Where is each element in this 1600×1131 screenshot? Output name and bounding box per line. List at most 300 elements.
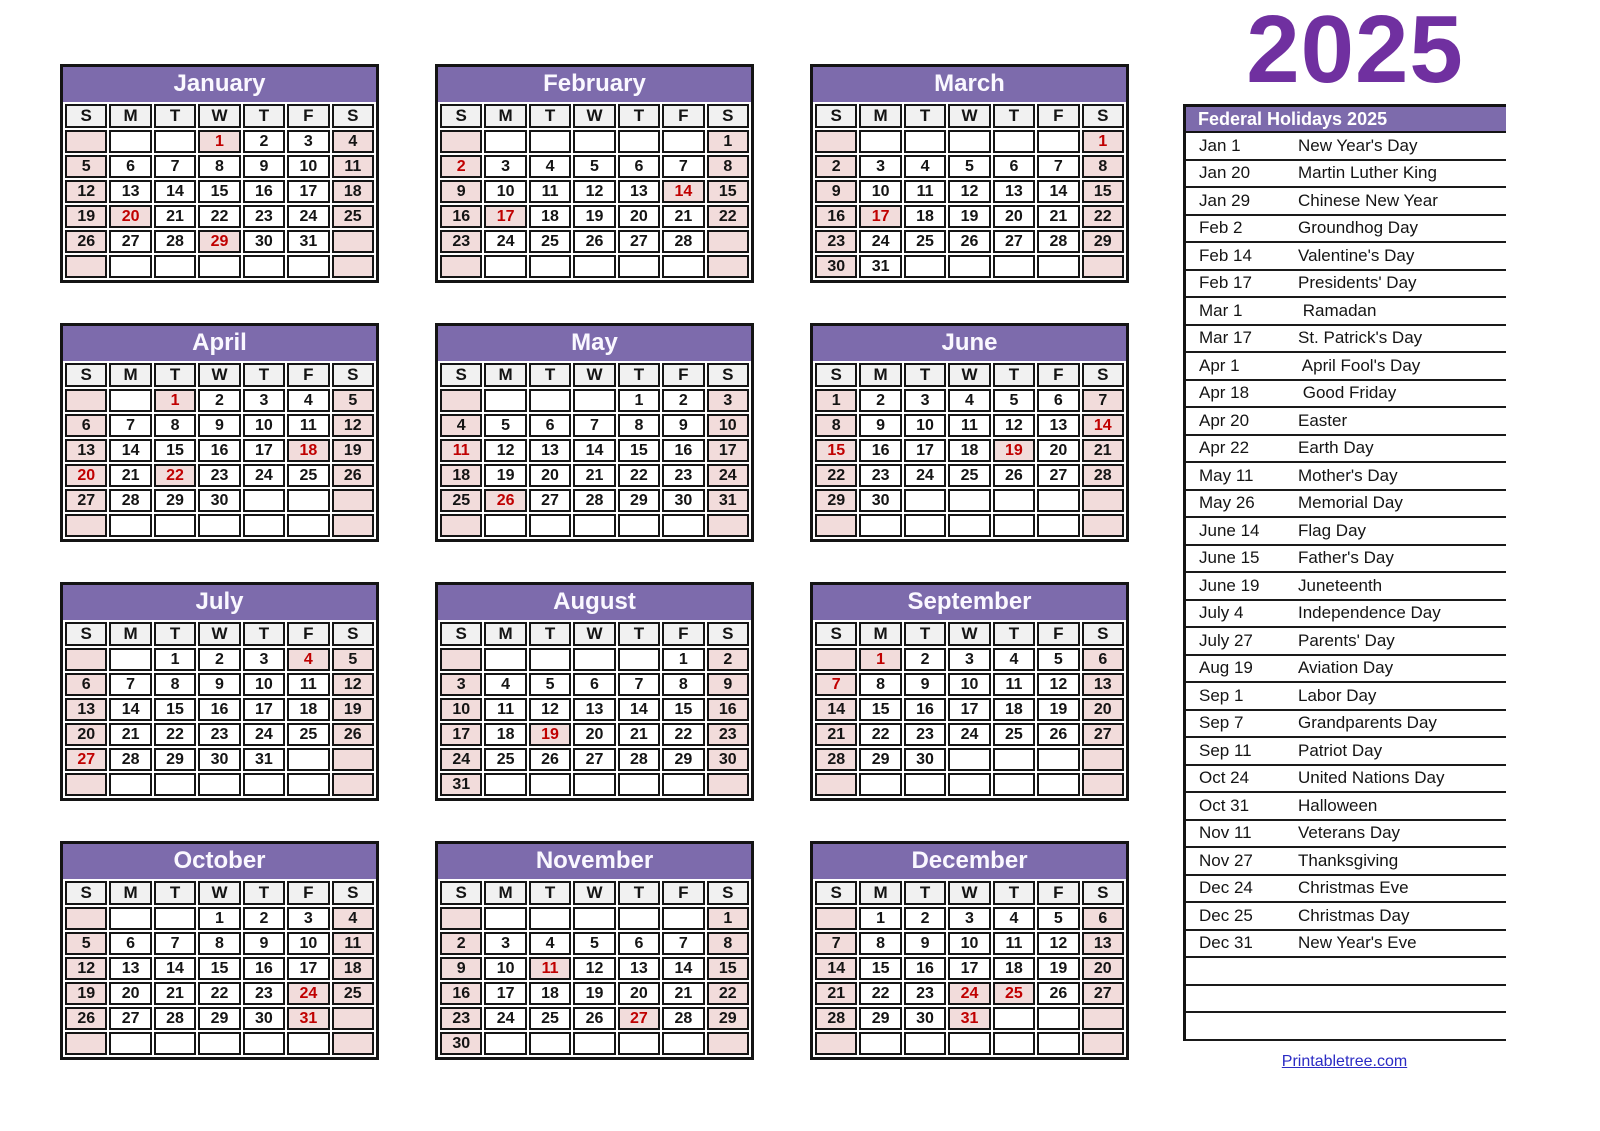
month-day-grid xyxy=(438,620,751,798)
month-january xyxy=(60,64,379,283)
date-cell: 29 xyxy=(662,748,704,771)
date-cell: 9 xyxy=(198,414,240,437)
date-cell: 7 xyxy=(815,673,857,696)
empty-cell xyxy=(707,230,749,253)
day-header-cell: M xyxy=(484,363,526,387)
date-cell: 12 xyxy=(948,180,990,203)
date-cell: 11 xyxy=(993,673,1035,696)
empty-cell xyxy=(287,489,329,512)
empty-cell xyxy=(287,1032,329,1055)
empty-cell xyxy=(618,130,660,153)
date-cell: 27 xyxy=(65,748,107,771)
holiday-date: Sep 7 xyxy=(1199,713,1244,733)
date-cell: 17 xyxy=(243,439,285,462)
date-cell: 7 xyxy=(815,932,857,955)
date-cell: 8 xyxy=(707,932,749,955)
date-cell: 27 xyxy=(1082,723,1124,746)
date-cell: 1 xyxy=(707,130,749,153)
date-cell: 7 xyxy=(662,932,704,955)
holiday-empty-row xyxy=(1186,986,1506,1014)
holiday-name: Mother's Day xyxy=(1298,465,1398,485)
date-cell: 26 xyxy=(993,464,1035,487)
date-cell: 1 xyxy=(154,648,196,671)
empty-cell xyxy=(154,255,196,278)
date-cell: 13 xyxy=(573,698,615,721)
day-header-cell: T xyxy=(154,622,196,646)
date-cell: 1 xyxy=(859,648,901,671)
date-cell: 19 xyxy=(1037,957,1079,980)
date-cell: 31 xyxy=(948,1007,990,1030)
holiday-name: Patriot Day xyxy=(1298,740,1383,760)
date-cell: 16 xyxy=(198,698,240,721)
date-cell: 23 xyxy=(859,464,901,487)
holiday-name: Good Friday xyxy=(1298,383,1397,403)
empty-cell xyxy=(573,130,615,153)
empty-cell xyxy=(198,1032,240,1055)
holiday-name: Parents' Day xyxy=(1298,630,1395,650)
date-cell: 11 xyxy=(529,180,571,203)
date-cell: 25 xyxy=(332,982,374,1005)
date-cell: 3 xyxy=(243,648,285,671)
date-cell: 21 xyxy=(154,205,196,228)
date-cell: 27 xyxy=(529,489,571,512)
holiday-name: Flag Day xyxy=(1298,520,1367,540)
holiday-date: May 11 xyxy=(1199,465,1254,485)
empty-cell xyxy=(332,255,374,278)
date-cell: 24 xyxy=(948,723,990,746)
date-cell: 26 xyxy=(332,723,374,746)
empty-cell xyxy=(1037,130,1079,153)
date-cell: 21 xyxy=(154,982,196,1005)
empty-cell xyxy=(815,773,857,796)
date-cell: 17 xyxy=(859,205,901,228)
date-cell: 21 xyxy=(618,723,660,746)
day-header-cell: T xyxy=(993,104,1035,128)
date-cell: 3 xyxy=(287,130,329,153)
empty-cell xyxy=(618,514,660,537)
months-grid xyxy=(60,64,1129,1060)
date-cell: 20 xyxy=(65,464,107,487)
empty-cell xyxy=(573,1032,615,1055)
empty-cell xyxy=(573,255,615,278)
date-cell: 16 xyxy=(707,698,749,721)
date-cell: 1 xyxy=(154,389,196,412)
holiday-row xyxy=(1186,188,1506,216)
holiday-name: Juneteenth xyxy=(1298,575,1383,595)
day-header-cell: M xyxy=(484,104,526,128)
holiday-row xyxy=(1186,463,1506,491)
date-cell: 1 xyxy=(618,389,660,412)
date-cell: 12 xyxy=(65,957,107,980)
date-cell: 24 xyxy=(243,464,285,487)
empty-cell xyxy=(332,489,374,512)
holiday-date: June 15 xyxy=(1199,548,1260,568)
holiday-row xyxy=(1186,546,1506,574)
day-header-cell: F xyxy=(662,622,704,646)
empty-cell xyxy=(859,773,901,796)
date-cell: 10 xyxy=(859,180,901,203)
day-header-cell: W xyxy=(948,881,990,905)
empty-cell xyxy=(904,514,946,537)
empty-cell xyxy=(707,773,749,796)
holiday-name: Father's Day xyxy=(1298,548,1394,568)
empty-cell xyxy=(904,1032,946,1055)
empty-cell xyxy=(109,130,151,153)
day-header-cell: W xyxy=(198,104,240,128)
date-cell: 3 xyxy=(948,907,990,930)
date-cell: 22 xyxy=(707,205,749,228)
date-cell: 24 xyxy=(948,982,990,1005)
date-cell: 15 xyxy=(815,439,857,462)
month-title: December xyxy=(813,844,1126,879)
holiday-row xyxy=(1186,436,1506,464)
date-cell: 2 xyxy=(707,648,749,671)
date-cell: 11 xyxy=(287,673,329,696)
empty-cell xyxy=(529,907,571,930)
date-cell: 16 xyxy=(815,205,857,228)
date-cell: 13 xyxy=(109,957,151,980)
date-cell: 22 xyxy=(815,464,857,487)
empty-cell xyxy=(707,1032,749,1055)
date-cell: 13 xyxy=(529,439,571,462)
printabletree-link[interactable]: Printabletree.com xyxy=(1281,1053,1408,1070)
date-cell: 3 xyxy=(948,648,990,671)
empty-cell xyxy=(154,907,196,930)
day-header-cell: W xyxy=(573,881,615,905)
day-header-cell: T xyxy=(618,622,660,646)
month-august xyxy=(435,582,754,801)
empty-cell xyxy=(529,1032,571,1055)
empty-cell xyxy=(948,130,990,153)
date-cell: 2 xyxy=(815,155,857,178)
day-header-cell: W xyxy=(573,363,615,387)
month-day-grid xyxy=(63,102,376,280)
date-cell: 22 xyxy=(154,464,196,487)
date-cell: 8 xyxy=(198,155,240,178)
date-cell: 14 xyxy=(109,698,151,721)
date-cell: 24 xyxy=(287,982,329,1005)
date-cell: 9 xyxy=(198,673,240,696)
day-header-cell: S xyxy=(1082,622,1124,646)
date-cell: 5 xyxy=(332,648,374,671)
date-cell: 1 xyxy=(198,130,240,153)
day-header-cell: T xyxy=(993,622,1035,646)
holiday-row xyxy=(1186,271,1506,299)
date-cell: 6 xyxy=(993,155,1035,178)
holiday-name: Aviation Day xyxy=(1298,658,1394,678)
empty-cell xyxy=(1082,1007,1124,1030)
empty-cell xyxy=(529,773,571,796)
date-cell: 9 xyxy=(243,932,285,955)
empty-cell xyxy=(287,748,329,771)
date-cell: 27 xyxy=(65,489,107,512)
date-cell: 23 xyxy=(904,982,946,1005)
empty-cell xyxy=(65,389,107,412)
holiday-name: Memorial Day xyxy=(1298,493,1403,513)
date-cell: 11 xyxy=(287,414,329,437)
month-day-grid xyxy=(813,620,1126,798)
holiday-name: United Nations Day xyxy=(1298,768,1445,788)
date-cell: 29 xyxy=(154,489,196,512)
holiday-date: June 14 xyxy=(1199,520,1260,540)
date-cell: 12 xyxy=(65,180,107,203)
date-cell: 12 xyxy=(993,414,1035,437)
date-cell: 23 xyxy=(815,230,857,253)
date-cell: 20 xyxy=(993,205,1035,228)
date-cell: 28 xyxy=(662,1007,704,1030)
day-header-cell: S xyxy=(440,622,482,646)
date-cell: 16 xyxy=(440,205,482,228)
date-cell: 17 xyxy=(904,439,946,462)
date-cell: 30 xyxy=(904,1007,946,1030)
empty-cell xyxy=(815,514,857,537)
date-cell: 29 xyxy=(154,748,196,771)
day-header-cell: S xyxy=(65,622,107,646)
date-cell: 30 xyxy=(198,489,240,512)
day-header-cell: F xyxy=(287,363,329,387)
holiday-date: Jan 20 xyxy=(1199,163,1251,183)
holiday-row xyxy=(1186,848,1506,876)
day-header-cell: T xyxy=(243,104,285,128)
date-cell: 25 xyxy=(484,748,526,771)
day-header-cell: F xyxy=(287,881,329,905)
date-cell: 20 xyxy=(573,723,615,746)
holiday-name: Independence Day xyxy=(1298,603,1441,623)
month-day-grid xyxy=(813,102,1126,280)
holiday-empty-row xyxy=(1186,958,1506,986)
empty-cell xyxy=(1037,1007,1079,1030)
date-cell: 9 xyxy=(815,180,857,203)
month-day-grid xyxy=(63,879,376,1057)
date-cell: 1 xyxy=(1082,130,1124,153)
date-cell: 18 xyxy=(948,439,990,462)
day-header-cell: M xyxy=(109,881,151,905)
date-cell: 28 xyxy=(815,748,857,771)
empty-cell xyxy=(948,489,990,512)
date-cell: 2 xyxy=(198,389,240,412)
holiday-date: Apr 1 xyxy=(1199,355,1240,375)
date-cell: 16 xyxy=(904,957,946,980)
date-cell: 26 xyxy=(1037,723,1079,746)
empty-cell xyxy=(662,130,704,153)
empty-cell xyxy=(662,255,704,278)
date-cell: 11 xyxy=(484,698,526,721)
date-cell: 15 xyxy=(618,439,660,462)
date-cell: 17 xyxy=(243,698,285,721)
day-header-cell: T xyxy=(243,622,285,646)
holiday-row xyxy=(1186,133,1506,161)
date-cell: 22 xyxy=(707,982,749,1005)
date-cell: 30 xyxy=(904,748,946,771)
date-cell: 6 xyxy=(109,155,151,178)
date-cell: 2 xyxy=(662,389,704,412)
date-cell: 19 xyxy=(573,205,615,228)
empty-cell xyxy=(529,514,571,537)
empty-cell xyxy=(948,255,990,278)
month-day-grid xyxy=(63,620,376,798)
date-cell: 13 xyxy=(1037,414,1079,437)
date-cell: 10 xyxy=(243,673,285,696)
day-header-cell: S xyxy=(65,363,107,387)
day-header-cell: T xyxy=(904,104,946,128)
date-cell: 16 xyxy=(904,698,946,721)
day-header-cell: M xyxy=(859,622,901,646)
date-cell: 20 xyxy=(65,723,107,746)
date-cell: 29 xyxy=(859,1007,901,1030)
date-cell: 25 xyxy=(287,723,329,746)
month-day-grid xyxy=(63,361,376,539)
day-header-cell: S xyxy=(707,622,749,646)
day-header-cell: F xyxy=(662,104,704,128)
empty-cell xyxy=(332,514,374,537)
empty-cell xyxy=(993,255,1035,278)
date-cell: 14 xyxy=(109,439,151,462)
day-header-cell: S xyxy=(332,881,374,905)
month-title: April xyxy=(63,326,376,361)
empty-cell xyxy=(287,514,329,537)
date-cell: 31 xyxy=(287,1007,329,1030)
month-title: September xyxy=(813,585,1126,620)
date-cell: 7 xyxy=(662,155,704,178)
empty-cell xyxy=(1037,748,1079,771)
date-cell: 15 xyxy=(859,957,901,980)
date-cell: 28 xyxy=(154,230,196,253)
day-header-cell: S xyxy=(815,622,857,646)
date-cell: 9 xyxy=(440,180,482,203)
date-cell: 8 xyxy=(859,673,901,696)
holiday-date: Sep 11 xyxy=(1199,740,1252,760)
day-header-cell: T xyxy=(618,881,660,905)
empty-cell xyxy=(65,514,107,537)
date-cell: 30 xyxy=(815,255,857,278)
date-cell: 12 xyxy=(573,957,615,980)
date-cell: 5 xyxy=(1037,907,1079,930)
date-cell: 4 xyxy=(993,648,1035,671)
date-cell: 28 xyxy=(662,230,704,253)
date-cell: 5 xyxy=(484,414,526,437)
empty-cell xyxy=(948,748,990,771)
empty-cell xyxy=(948,514,990,537)
empty-cell xyxy=(198,773,240,796)
month-october xyxy=(60,841,379,1060)
date-cell: 12 xyxy=(529,698,571,721)
date-cell: 12 xyxy=(1037,673,1079,696)
empty-cell xyxy=(332,748,374,771)
date-cell: 31 xyxy=(707,489,749,512)
date-cell: 12 xyxy=(332,673,374,696)
holiday-date: Apr 20 xyxy=(1199,410,1250,430)
empty-cell xyxy=(154,1032,196,1055)
date-cell: 3 xyxy=(440,673,482,696)
empty-cell xyxy=(573,648,615,671)
empty-cell xyxy=(440,514,482,537)
date-cell: 8 xyxy=(618,414,660,437)
month-september xyxy=(810,582,1129,801)
date-cell: 27 xyxy=(618,1007,660,1030)
date-cell: 26 xyxy=(948,230,990,253)
holiday-row xyxy=(1186,711,1506,739)
date-cell: 2 xyxy=(243,907,285,930)
date-cell: 26 xyxy=(65,1007,107,1030)
empty-cell xyxy=(109,389,151,412)
date-cell: 23 xyxy=(198,723,240,746)
empty-cell xyxy=(618,773,660,796)
day-header-cell: T xyxy=(529,881,571,905)
date-cell: 19 xyxy=(65,205,107,228)
empty-cell xyxy=(484,130,526,153)
date-cell: 25 xyxy=(287,464,329,487)
date-cell: 15 xyxy=(154,698,196,721)
date-cell: 11 xyxy=(529,957,571,980)
date-cell: 14 xyxy=(1037,180,1079,203)
empty-cell xyxy=(1037,489,1079,512)
date-cell: 26 xyxy=(529,748,571,771)
holidays-list xyxy=(1186,133,1506,1041)
empty-cell xyxy=(109,773,151,796)
day-header-cell: S xyxy=(65,881,107,905)
date-cell: 10 xyxy=(948,673,990,696)
month-april xyxy=(60,323,379,542)
holiday-row xyxy=(1186,518,1506,546)
date-cell: 18 xyxy=(904,205,946,228)
day-header-cell: T xyxy=(243,363,285,387)
date-cell: 23 xyxy=(243,982,285,1005)
date-cell: 8 xyxy=(662,673,704,696)
month-title: February xyxy=(438,67,751,102)
day-header-cell: T xyxy=(993,881,1035,905)
date-cell: 22 xyxy=(198,205,240,228)
date-cell: 22 xyxy=(1082,205,1124,228)
empty-cell xyxy=(904,489,946,512)
date-cell: 10 xyxy=(904,414,946,437)
holiday-row xyxy=(1186,656,1506,684)
holiday-date: July 4 xyxy=(1199,603,1244,623)
date-cell: 14 xyxy=(154,180,196,203)
date-cell: 26 xyxy=(1037,982,1079,1005)
date-cell: 1 xyxy=(707,907,749,930)
empty-cell xyxy=(287,255,329,278)
empty-cell xyxy=(993,489,1035,512)
empty-cell xyxy=(484,648,526,671)
day-header-cell: M xyxy=(484,622,526,646)
day-header-cell: M xyxy=(109,363,151,387)
date-cell: 10 xyxy=(243,414,285,437)
date-cell: 6 xyxy=(65,673,107,696)
date-cell: 27 xyxy=(109,230,151,253)
empty-cell xyxy=(662,773,704,796)
date-cell: 21 xyxy=(109,723,151,746)
date-cell: 24 xyxy=(484,1007,526,1030)
date-cell: 25 xyxy=(332,205,374,228)
month-title: October xyxy=(63,844,376,879)
date-cell: 11 xyxy=(904,180,946,203)
month-december xyxy=(810,841,1129,1060)
day-header-cell: F xyxy=(662,881,704,905)
date-cell: 14 xyxy=(662,957,704,980)
date-cell: 31 xyxy=(859,255,901,278)
date-cell: 4 xyxy=(993,907,1035,930)
date-cell: 1 xyxy=(662,648,704,671)
month-day-grid xyxy=(813,879,1126,1057)
empty-cell xyxy=(904,255,946,278)
date-cell: 18 xyxy=(484,723,526,746)
month-title: January xyxy=(63,67,376,102)
date-cell: 7 xyxy=(109,414,151,437)
date-cell: 29 xyxy=(198,230,240,253)
date-cell: 4 xyxy=(287,389,329,412)
holiday-row xyxy=(1186,766,1506,794)
date-cell: 17 xyxy=(707,439,749,462)
